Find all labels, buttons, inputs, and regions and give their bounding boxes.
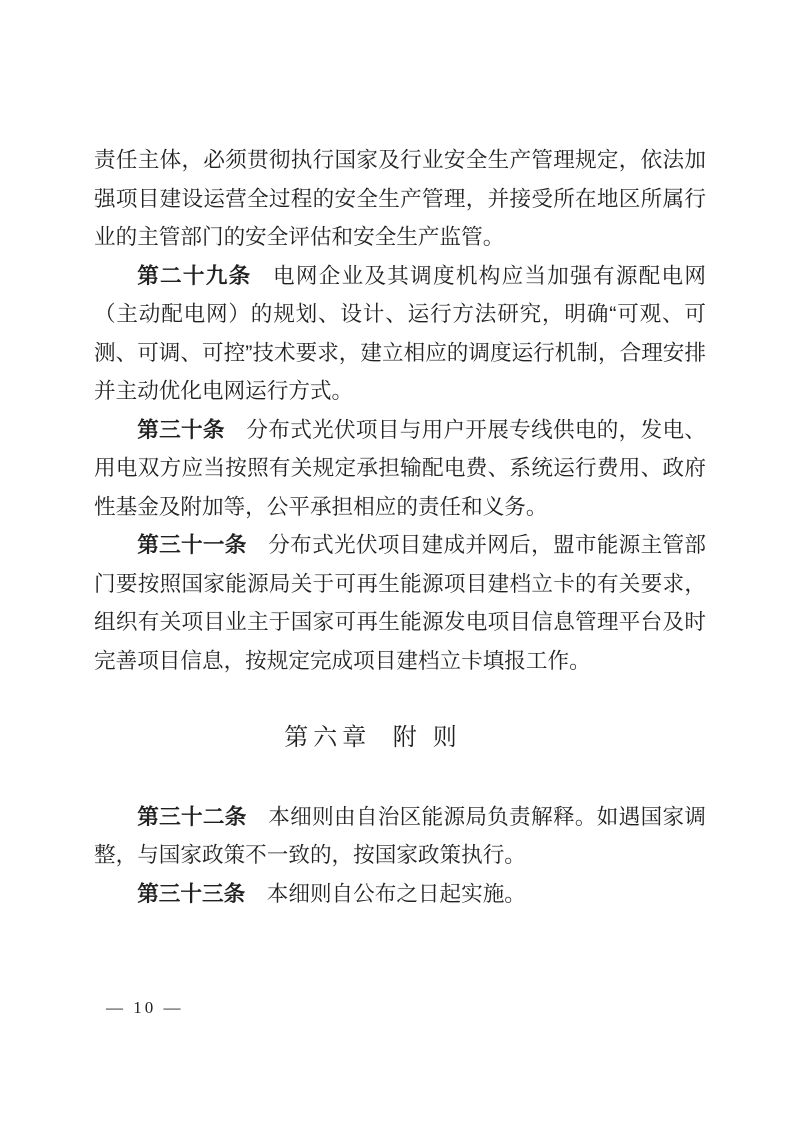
document-content [94,141,706,913]
paragraph-article-29 [94,257,706,411]
article-term: 第三十二条 [137,803,247,829]
article-term: 第三十条 [137,416,225,442]
paragraph-article-32 [94,798,706,875]
chapter-title: 附 则 [392,725,462,751]
paragraph-continued [94,141,706,257]
paragraph-text: 责任主体，必须贯彻执行国家及行业安全生产管理规定，依法加强项目建设运营全过程的安全生产管理，并接受所在地区所属行业的主管部门的安全评估和安全生产监管。 [94,147,706,249]
paragraph-text: 本细则由自治区能源局负责解释。如遇国家调整，与国家政策不一致的，按国家政策执行。 [94,803,706,867]
paragraph-article-31 [94,526,706,680]
chapter-number: 第六章 [284,725,372,751]
paragraph-text: 分布式光伏项目建成并网后，盟市能源主管部门要按照国家能源局关于可再生能源项目建档立卡的有关要求，组织有关项目业主于国家可再生能源发电项目信息管理平台及时完善项目信息，按规定完成项目建档立卡填报工作。 [94,532,706,673]
article-term: 第三十一条 [137,532,247,557]
chapter-heading [67,719,679,758]
article-term: 第二十九条 [137,262,252,288]
paragraph-text: 分布式光伏项目与用户开展专线供电的，发电、用电双方应当按照有关规定承担输配电费、系统运行费用、政府性基金及附加等，公平承担相应的责任和义务。 [94,416,706,519]
paragraph-text: 电网企业及其调度机构应当加强有源配电网（主动配电网）的规划、设计、运行方法研究，明确“可观、可测、可调、可控”技术要求，建立相应的调度运行机制，合理安排并主动优化电网运行方式。 [94,262,706,403]
paragraph-article-33 [94,875,706,914]
page-number: — 10 — [106,998,184,1017]
paragraph-text: 本细则自公布之日起实施。 [266,880,526,906]
paragraph-article-30 [94,411,706,527]
article-term: 第三十三条 [137,880,246,906]
